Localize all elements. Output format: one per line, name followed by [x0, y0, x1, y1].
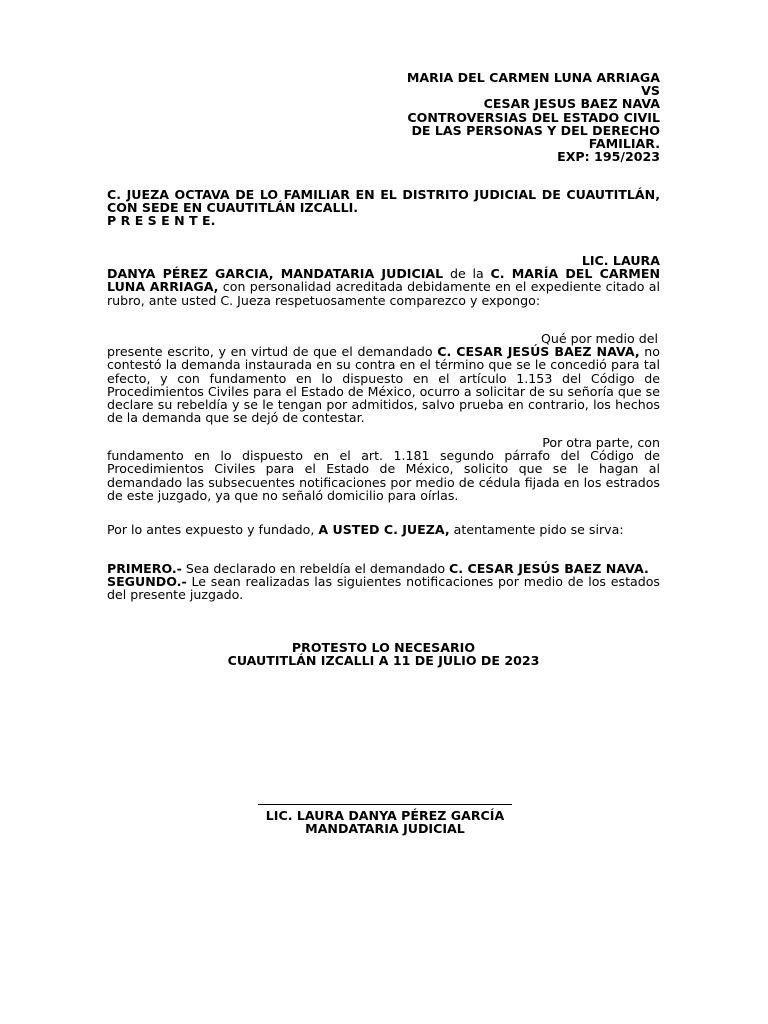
signature-block: [258, 809, 512, 835]
addressee: [107, 188, 660, 228]
para1-text-2: no contestó la demanda instaurada en su contra en el término que se le concedió para tal efecto, y con fundamento en lo dispuesto en el artículo 1.153 del Código de Procedimientos Civiles para el Estado de México, ocurro a solicitar de su señoría que se declare su rebeldía y se le tengan por admitidos, salvo prueba en contrario, los hechos de la demanda que se dejó de contestar.: [107, 344, 660, 426]
para1-text-1: presente escrito, y en virtud de que el demandado: [107, 344, 438, 360]
para3-text-2: atentamente pido se sirva:: [449, 522, 624, 537]
para2-indent: Por otra parte, con: [542, 435, 660, 450]
petition-segundo: [107, 575, 660, 601]
caption-matter-1: CONTROVERSIAS DEL ESTADO CIVIL: [407, 109, 660, 125]
caption-file-number: EXP: 195/2023: [557, 149, 660, 165]
paragraph-peticion: [107, 523, 660, 536]
paragraph-rebeldia: [107, 332, 660, 424]
intro-text-1: de la: [443, 266, 491, 282]
caption-matter-2: DE LAS PERSONAS Y DEL DERECHO: [411, 122, 660, 138]
caption-plaintiff: MARIA DEL CARMEN LUNA ARRIAGA: [406, 70, 660, 85]
para1-defendant: C. CESAR JESÚS BAEZ NAVA,: [437, 344, 640, 360]
closing: [107, 641, 660, 667]
intro-client: C. MARÍA DEL CARMEN LUNA ARRIAGA,: [107, 266, 660, 295]
intro-indent: LIC. LAURA: [581, 253, 660, 268]
para3-jueza: A USTED C. JUEZA,: [318, 522, 450, 537]
presente: P R E S E N T E.: [107, 213, 216, 229]
signature-name: LIC. LAURA DANYA PÉREZ GARCÍA: [265, 808, 505, 823]
intro-attorney: DANYA PÉREZ GARCIA, MANDATARIA JUDICIAL: [107, 266, 444, 282]
case-caption: [107, 71, 660, 163]
petitions: [107, 562, 660, 602]
paragraph-notificaciones: [107, 436, 660, 502]
para2-text: fundamento en lo dispuesto en el art. 1.181 segundo párrafo del Código de Procedimientos Civiles para el Estado de México, solicito que se le hagan al demandado las subsecuentes notificaciones por medio de cédula fijada en los estrados de este juzgado, ya que no señaló domicilio para oírlas.: [107, 448, 660, 503]
intro-text-2: con personalidad acreditada debidamente en el expediente citado al rubro, ante usted C. Jueza respetuosamente comparezco y expongo:: [107, 279, 660, 308]
segundo-text: Le sean realizadas las siguientes notificaciones por medio de los estados del presente juzgado.: [107, 574, 660, 603]
para3-text-1: Por lo antes expuesto y fundado,: [107, 522, 319, 537]
primero-defendant: C. CESAR JESÚS BAEZ NAVA.: [449, 561, 649, 576]
intro-paragraph: [107, 254, 660, 307]
segundo-label: SEGUNDO.-: [107, 574, 187, 590]
addressee-line: C. JUEZA OCTAVA DE LO FAMILIAR EN EL DISTRITO JUDICIAL DE CUAUTITLÁN, CON SEDE EN CUAUTITLÁN IZCALLI.: [107, 187, 660, 216]
caption-defendant: CESAR JESUS BAEZ NAVA: [483, 96, 660, 112]
signature-line: [258, 804, 512, 805]
caption-vs: VS: [641, 83, 660, 99]
para1-indent: Qué por medio del: [541, 331, 658, 346]
primero-label: PRIMERO.-: [107, 561, 182, 576]
caption-matter-3: FAMILIAR.: [588, 136, 660, 152]
primero-text: Sea declarado en rebeldía el demandado: [181, 561, 450, 576]
closing-place-date: CUAUTITLÁN IZCALLI A 11 DE JULIO DE 2023: [227, 653, 540, 669]
signature-title: MANDATARIA JUDICIAL: [305, 821, 465, 837]
closing-protesto: PROTESTO LO NECESARIO: [291, 640, 476, 655]
